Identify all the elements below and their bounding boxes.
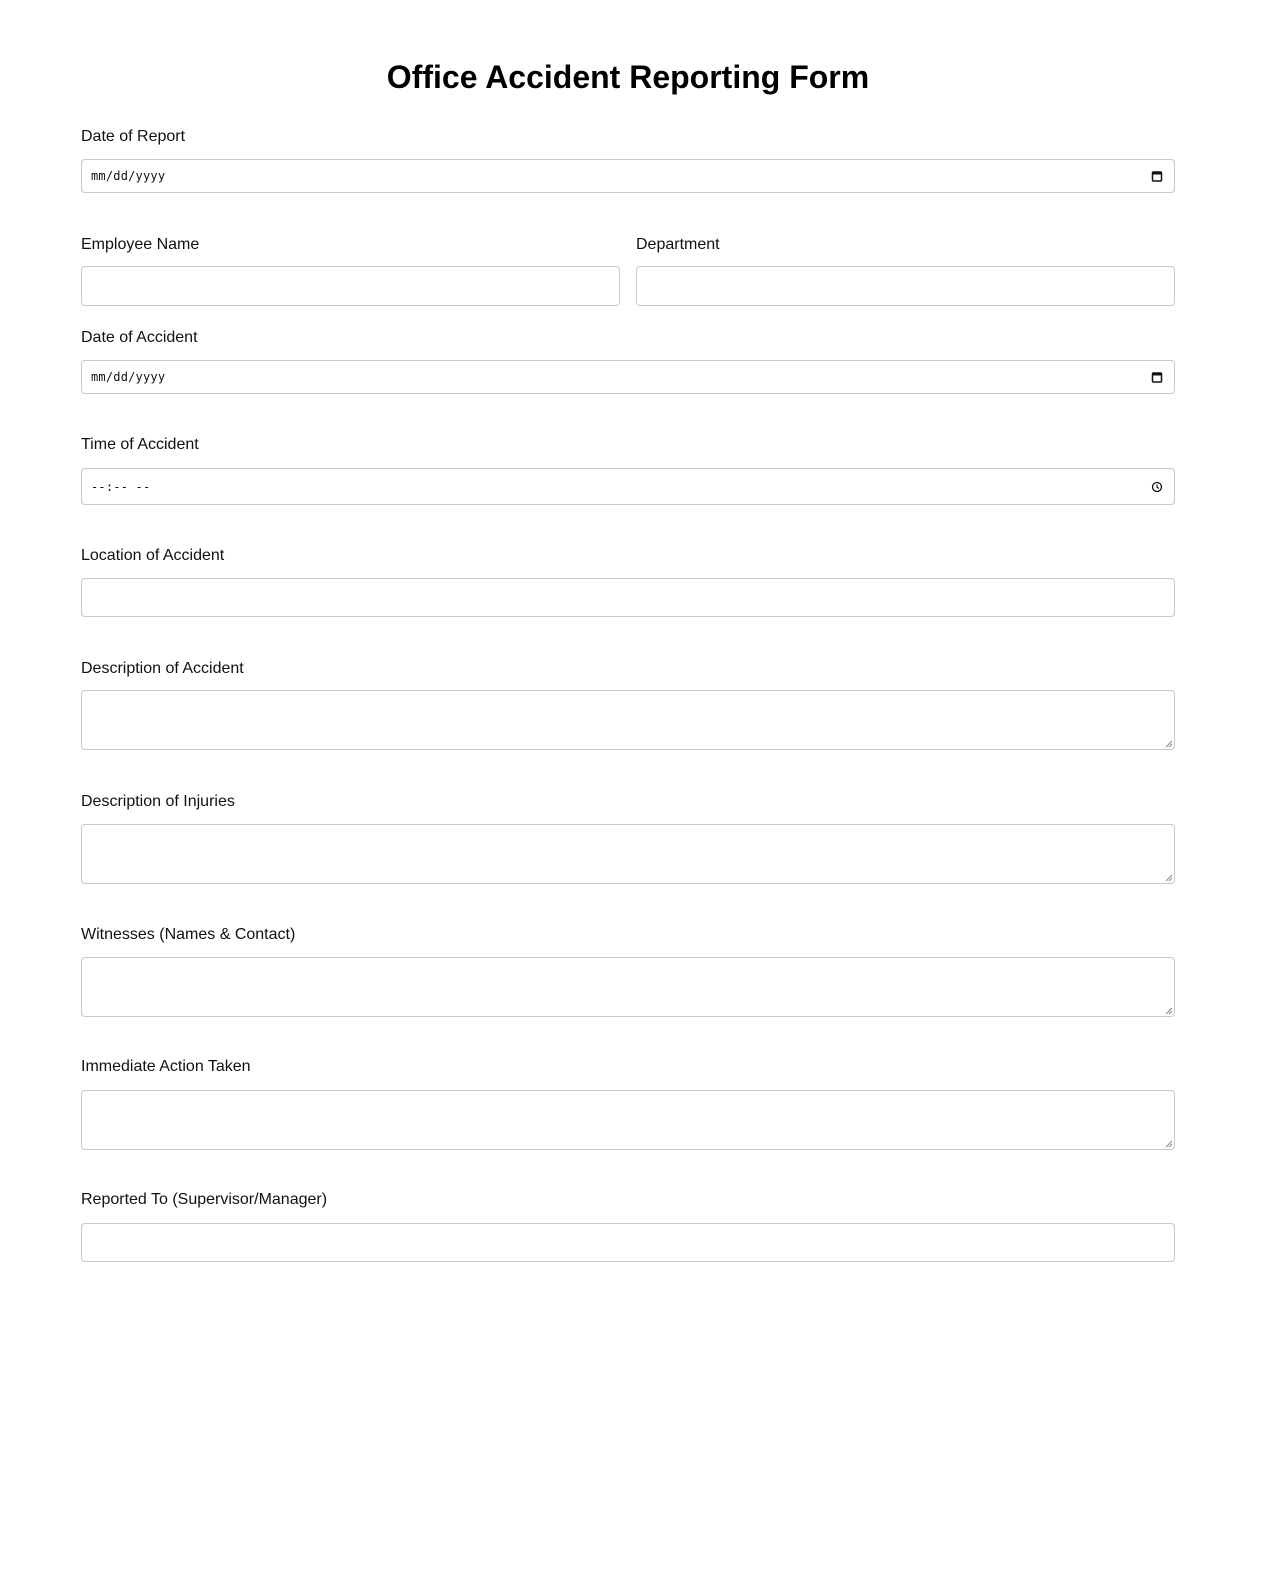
- reported-to-label: Reported To (Supervisor/Manager): [81, 1191, 328, 1208]
- resize-handle-icon[interactable]: [1164, 1006, 1173, 1015]
- description-of-injuries-label: Description of Injuries: [81, 793, 235, 810]
- immediate-action-label: Immediate Action Taken: [81, 1058, 251, 1075]
- location-of-accident-input[interactable]: [81, 578, 1175, 617]
- employee-name-label: Employee Name: [81, 236, 200, 253]
- time-of-accident-label: Time of Accident: [81, 436, 199, 453]
- description-of-accident-textarea[interactable]: [81, 690, 1175, 750]
- date-of-accident-placeholder: mm/dd/yyyy: [91, 370, 166, 384]
- date-of-report-label: Date of Report: [81, 128, 186, 145]
- description-of-accident-label: Description of Accident: [81, 660, 244, 677]
- resize-handle-icon[interactable]: [1164, 873, 1173, 882]
- calendar-icon[interactable]: [1150, 370, 1164, 384]
- calendar-icon[interactable]: [1150, 169, 1164, 183]
- time-of-accident-placeholder: --:-- --: [91, 479, 151, 494]
- witnesses-textarea[interactable]: [81, 957, 1175, 1017]
- time-of-accident-input[interactable]: [81, 468, 1175, 505]
- resize-handle-icon[interactable]: [1164, 739, 1173, 748]
- department-label: Department: [636, 236, 720, 253]
- reported-to-input[interactable]: [81, 1223, 1175, 1262]
- description-of-injuries-textarea[interactable]: [81, 824, 1175, 884]
- clock-icon[interactable]: [1150, 480, 1164, 494]
- witnesses-label: Witnesses (Names & Contact): [81, 926, 296, 943]
- immediate-action-textarea[interactable]: [81, 1090, 1175, 1150]
- date-of-accident-label: Date of Accident: [81, 329, 198, 346]
- date-of-report-input[interactable]: [81, 159, 1175, 193]
- location-of-accident-label: Location of Accident: [81, 547, 225, 564]
- page-title: Office Accident Reporting Form: [386, 59, 870, 95]
- date-of-report-placeholder: mm/dd/yyyy: [91, 169, 166, 183]
- date-of-accident-input[interactable]: [81, 360, 1175, 394]
- employee-name-input[interactable]: [81, 266, 620, 306]
- resize-handle-icon[interactable]: [1164, 1139, 1173, 1148]
- department-input[interactable]: [636, 266, 1175, 306]
